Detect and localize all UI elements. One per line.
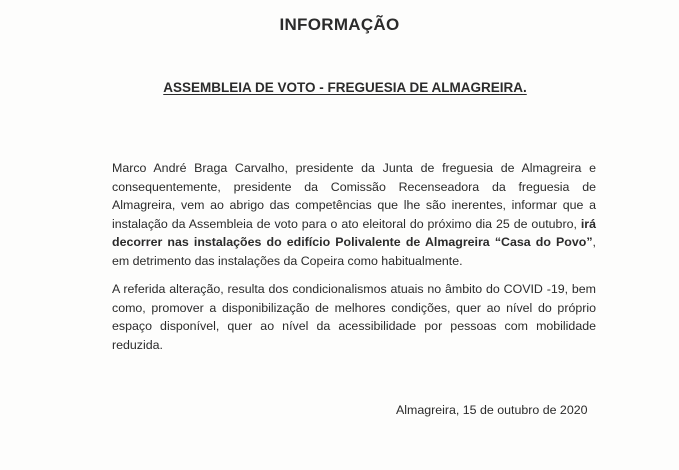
date-line: Almagreira, 15 de outubro de 2020 [396,403,588,417]
paragraph-announcement [112,159,596,270]
document-body [112,159,596,354]
document-title: INFORMAÇÃO [279,15,400,34]
paragraph-announcement-text-start: Marco André Braga Carvalho, presidente da Junta de freguesia de Almagreira e consequentemente, presidente da Comissão Recenseadora da freguesia de Almagreira, vem ao abrigo das competências que lhe são inerentes, informar que a instalação da Assembleia de voto para o ato eleitoral do próximo dia 25 de outubro, [112,161,596,231]
document-subtitle: ASSEMBLEIA DE VOTO - FREGUESIA DE ALMAGREIRA. [163,80,527,95]
paragraph-announcement-highlight: irá decorrer nas instalações do edifício Polivalente de Almagreira “Casa do Povo” [112,216,596,249]
paragraph-reason: A referida alteração, resulta dos condicionalismos atuais no âmbito do COVID -19, bem como, promover a disponibilização de melhores condições, quer ao nível do próprio espaço disponível, quer ao nível da acessibilidade por pessoas com mobilidade reduzida. [112,282,596,352]
paragraph-announcement-text-end: , em detrimento das instalações da Copeira como habitualmente. [112,235,596,268]
